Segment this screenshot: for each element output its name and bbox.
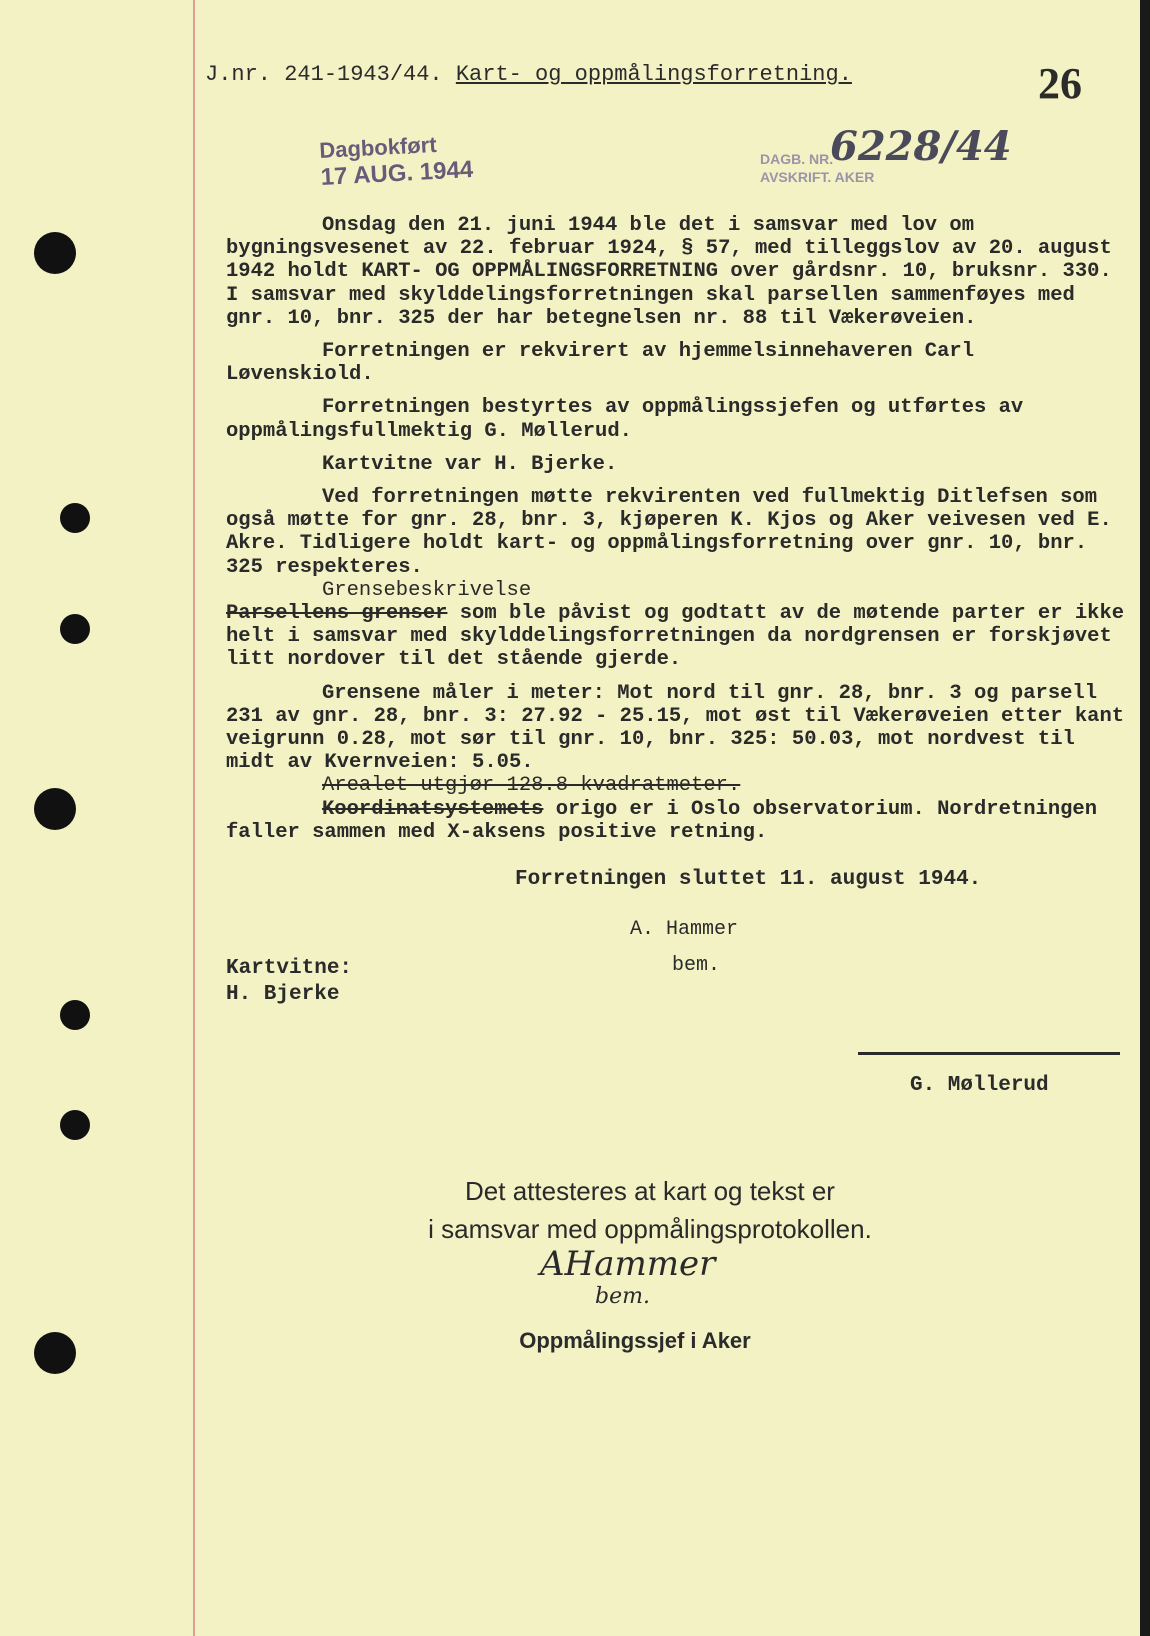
stamp-label: Dagbokført bbox=[318, 131, 438, 163]
journal-number: J.nr. 241-1943/44. bbox=[205, 62, 443, 87]
struck-text: Koordinatsystemets bbox=[322, 797, 544, 821]
hammer-bem: bem. bbox=[672, 954, 721, 977]
paragraph-text: som ble påvist og godtatt av de møtende parter er ikke helt i samsvar med skylddelingsforretningen da nordgrensen er forskjøvet litt nordover til det stående gjerde. bbox=[226, 602, 1125, 672]
grensebeskrivelse-heading: Grensebeskrivelse bbox=[322, 578, 532, 602]
paragraph: Forretningen er rekvirert av hjemmelsinnehaveren Carl Løvenskiold. bbox=[226, 340, 975, 387]
signature-line bbox=[858, 1052, 1120, 1055]
areal-line: Arealet utgjør 128.8 kvadratmeter. bbox=[322, 774, 741, 798]
punch-hole bbox=[60, 1110, 90, 1140]
attestation-line: Det attesteres at kart og tekst er bbox=[465, 1176, 835, 1206]
paragraph-text: origo er i Oslo observatorium. Nordretningen faller sammen med X-aksens positive retning. bbox=[226, 797, 1098, 844]
paragraph: Ved forretningen møtte rekvirenten ved fullmektig Ditlefsen som også møtte for gnr. 28, bnr. 3, kjøperen K. Kjos og Aker veivesen ved E. Akre. Tidligere holdt kart- og oppmålingsforretning over gnr. 10, bnr. 325 respekteres. bbox=[226, 486, 1112, 579]
paragraph: Grensene måler i meter: Mot nord til gnr. 28, bnr. 3 og parsell 231 av gnr. 28, bnr. 3: 27.92 - 25.15, mot øst til Vækerøveien etter kant veigrunn 0.28, mot sør til gnr. 10, bnr. 325: 50.03, mot nordvest til midt av Kvernveien: 5.05. bbox=[226, 681, 1125, 775]
margin-line bbox=[193, 0, 195, 1636]
punch-hole bbox=[60, 503, 90, 533]
paragraph: Forretningen bestyrtes av oppmålingssjefen og utførtes av oppmålingsfullmektig G. Møllerud. bbox=[226, 396, 1024, 443]
closing-date: Forretningen sluttet 11. august 1944. bbox=[515, 868, 982, 891]
document-body bbox=[226, 214, 1126, 854]
stamp-avskrift-label: AVSKRIFT. AKER bbox=[760, 169, 875, 185]
paragraph bbox=[226, 798, 1126, 844]
signature-bem: bem. bbox=[595, 1284, 650, 1309]
dagb-stamp bbox=[760, 123, 1012, 186]
struck-text: Parsellens grenser bbox=[226, 602, 448, 626]
stamp-date: 17 AUG. 1944 bbox=[320, 156, 474, 191]
kartvitne-block bbox=[226, 956, 352, 1008]
paragraph: Kartvitne var H. Bjerke. bbox=[322, 452, 618, 476]
punch-hole bbox=[34, 788, 76, 830]
kartvitne-name: H. Bjerke bbox=[226, 983, 340, 1006]
punch-hole bbox=[60, 1000, 90, 1030]
kartvitne-label: Kartvitne: bbox=[226, 957, 353, 980]
handwritten-signature: AHammer bbox=[540, 1244, 716, 1284]
document-title: Kart- og oppmålingsforretning. bbox=[455, 62, 852, 87]
stamp-dagb-label: DAGB. NR. bbox=[760, 151, 834, 167]
punch-hole bbox=[34, 232, 76, 274]
paragraph bbox=[226, 602, 1126, 672]
attestation-stamp bbox=[390, 1172, 910, 1248]
page-number: 26 bbox=[1038, 59, 1082, 108]
hammer-block bbox=[630, 912, 738, 984]
signer-title: Oppmålingssjef i Aker bbox=[519, 1328, 751, 1353]
hammer-name: A. Hammer bbox=[630, 918, 739, 941]
journal-header bbox=[205, 62, 852, 87]
attestation-line: i samsvar med oppmålingsprotokollen. bbox=[428, 1214, 872, 1244]
punch-hole bbox=[60, 614, 90, 644]
signer-name: G. Møllerud bbox=[910, 1074, 1049, 1097]
handwritten-number: 6228/44 bbox=[830, 123, 1012, 170]
punch-hole bbox=[34, 1332, 76, 1374]
dagbokfort-stamp bbox=[319, 130, 474, 192]
paragraph: Onsdag den 21. juni 1944 ble det i samsvar med lov om bygningsvesenet av 22. februar 1924, § 57, med tilleggslov av 20. august 1942 holdt KART- OG OPPMÅLINGSFORRETNING over gårdsnr. 10, bruksnr. 330. I samsvar med skylddelingsforretningen skal parsellen sammenføyes med gnr. 10, bnr. 325 der har betegnelsen nr. 88 til Vækerøveien. bbox=[226, 214, 1112, 330]
